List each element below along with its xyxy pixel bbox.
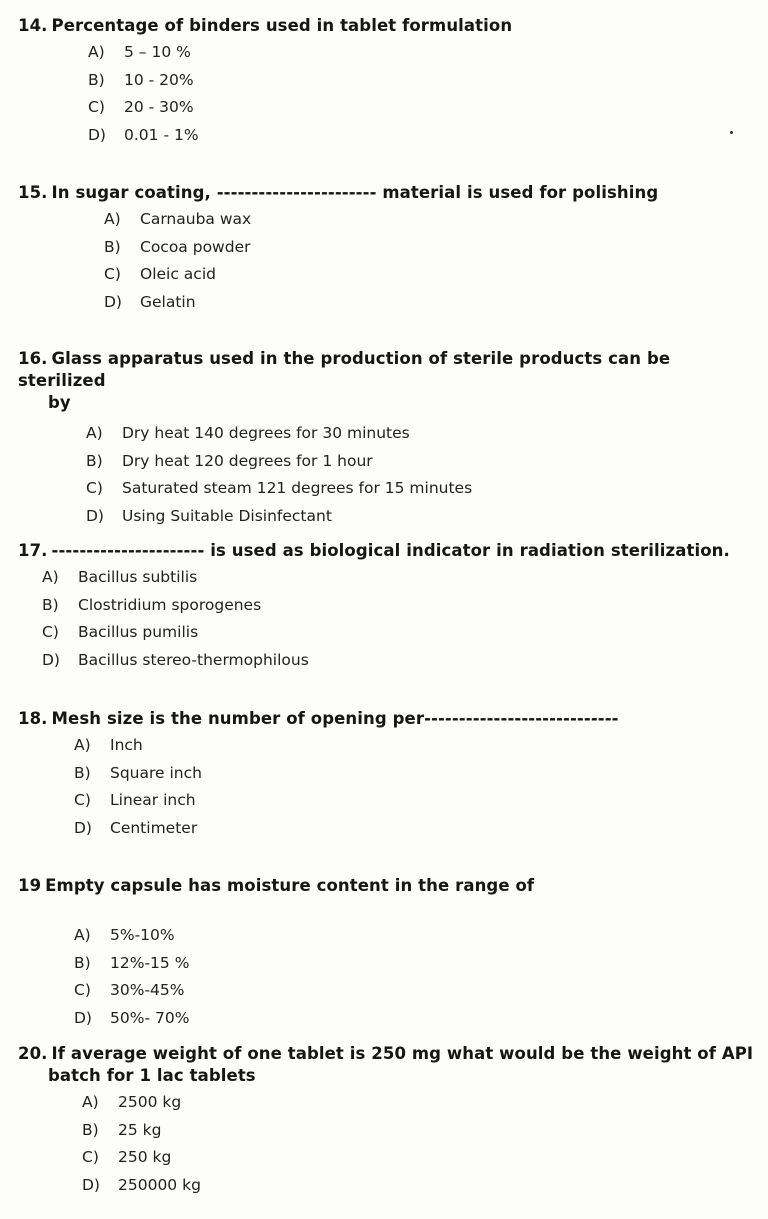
question-18 bbox=[18, 708, 754, 842]
question-stem bbox=[18, 15, 754, 37]
option-text: 50%- 70% bbox=[110, 1008, 190, 1027]
option-letter: D) bbox=[42, 650, 60, 669]
option-letter: C) bbox=[74, 981, 91, 999]
option-text: Saturated steam 121 degrees for 15 minutes bbox=[122, 479, 473, 497]
option-letter: C) bbox=[86, 479, 103, 497]
option-a[interactable] bbox=[88, 39, 754, 67]
option-text: 250 kg bbox=[118, 1148, 172, 1166]
question-number: 17. bbox=[18, 541, 48, 560]
option-letter: D) bbox=[74, 818, 92, 837]
option-text: Bacillus subtilis bbox=[78, 568, 198, 586]
option-a[interactable] bbox=[42, 564, 754, 592]
option-d[interactable] bbox=[82, 1172, 754, 1200]
question-text: Percentage of binders used in tablet formulation bbox=[51, 16, 513, 35]
option-text: 20 - 30% bbox=[124, 98, 194, 116]
option-text: Cocoa powder bbox=[140, 237, 251, 256]
option-list bbox=[86, 420, 754, 530]
question-19 bbox=[18, 875, 754, 1032]
option-letter: B) bbox=[104, 237, 121, 256]
option-list bbox=[42, 564, 754, 674]
option-text: Linear inch bbox=[110, 791, 196, 809]
option-letter: A) bbox=[104, 210, 121, 228]
option-list bbox=[88, 39, 754, 149]
question-stem bbox=[18, 708, 754, 730]
question-text: If average weight of one tablet is 250 mg what would be the weight of API bbox=[51, 1044, 754, 1063]
option-letter: B) bbox=[74, 953, 91, 972]
option-text: Gelatin bbox=[140, 292, 196, 311]
question-number: 19 bbox=[18, 876, 42, 895]
option-d[interactable] bbox=[74, 1005, 754, 1033]
option-letter: A) bbox=[82, 1093, 99, 1111]
question-text: ---------------------- is used as biological indicator in radiation sterilization. bbox=[51, 541, 730, 560]
option-text: Oleic acid bbox=[140, 265, 216, 283]
option-b[interactable] bbox=[86, 448, 754, 476]
question-17 bbox=[18, 540, 754, 674]
option-letter: A) bbox=[42, 568, 59, 586]
option-c[interactable] bbox=[86, 475, 754, 503]
option-b[interactable] bbox=[104, 234, 754, 262]
option-a[interactable] bbox=[74, 922, 754, 950]
option-c[interactable] bbox=[42, 619, 754, 647]
option-letter: A) bbox=[74, 736, 91, 754]
option-letter: C) bbox=[88, 98, 105, 116]
option-b[interactable] bbox=[74, 950, 754, 978]
option-text: Centimeter bbox=[110, 818, 198, 837]
option-d[interactable] bbox=[42, 647, 754, 675]
option-c[interactable] bbox=[104, 261, 754, 289]
question-stem bbox=[18, 875, 754, 897]
option-text: 10 - 20% bbox=[124, 70, 194, 89]
question-number: 18. bbox=[18, 709, 48, 728]
option-letter: C) bbox=[42, 623, 59, 641]
question-text: Mesh size is the number of opening per---------------------------- bbox=[51, 709, 619, 728]
option-text: 2500 kg bbox=[118, 1093, 182, 1111]
question-text-continued: by bbox=[48, 393, 71, 412]
question-stem bbox=[18, 540, 754, 562]
option-text: 0.01 - 1% bbox=[124, 125, 199, 144]
option-a[interactable] bbox=[104, 206, 754, 234]
option-text: Bacillus pumilis bbox=[78, 623, 199, 641]
question-15 bbox=[18, 182, 754, 316]
option-letter: D) bbox=[86, 506, 104, 525]
option-text: Dry heat 120 degrees for 1 hour bbox=[122, 451, 373, 470]
option-b[interactable] bbox=[42, 592, 754, 620]
question-text: Glass apparatus used in the production of sterile products can be sterilized bbox=[18, 349, 671, 390]
option-letter: A) bbox=[74, 926, 91, 944]
option-d[interactable] bbox=[74, 815, 754, 843]
option-c[interactable] bbox=[74, 977, 754, 1005]
option-c[interactable] bbox=[88, 94, 754, 122]
option-list bbox=[104, 206, 754, 316]
option-text: 12%-15 % bbox=[110, 953, 190, 972]
question-stem bbox=[18, 1043, 754, 1087]
option-letter: D) bbox=[104, 292, 122, 311]
option-a[interactable] bbox=[74, 732, 754, 760]
option-b[interactable] bbox=[82, 1117, 754, 1145]
option-letter: B) bbox=[42, 595, 59, 614]
option-letter: C) bbox=[104, 265, 121, 283]
option-text: 250000 kg bbox=[118, 1175, 201, 1194]
question-number: 20. bbox=[18, 1044, 48, 1063]
question-number: 16. bbox=[18, 349, 48, 368]
option-text: Bacillus stereo-thermophilous bbox=[78, 650, 309, 669]
option-text: Inch bbox=[110, 736, 143, 754]
option-list bbox=[74, 922, 754, 1032]
stray-mark bbox=[730, 131, 733, 134]
option-list bbox=[74, 732, 754, 842]
question-number: 14. bbox=[18, 16, 48, 35]
option-c[interactable] bbox=[82, 1144, 754, 1172]
option-b[interactable] bbox=[88, 67, 754, 95]
option-letter: B) bbox=[88, 70, 105, 89]
option-c[interactable] bbox=[74, 787, 754, 815]
option-d[interactable] bbox=[104, 289, 754, 317]
option-letter: C) bbox=[82, 1148, 99, 1166]
option-letter: A) bbox=[86, 424, 103, 442]
question-stem bbox=[18, 348, 754, 414]
question-text: In sugar coating, ----------------------- material is used for polishing bbox=[51, 183, 659, 202]
option-letter: B) bbox=[74, 763, 91, 782]
option-a[interactable] bbox=[86, 420, 754, 448]
option-text: 5%-10% bbox=[110, 926, 175, 944]
option-list bbox=[82, 1089, 754, 1199]
option-letter: D) bbox=[88, 125, 106, 144]
option-d[interactable] bbox=[86, 503, 754, 531]
option-letter: A) bbox=[88, 43, 105, 61]
option-a[interactable] bbox=[82, 1089, 754, 1117]
question-16 bbox=[18, 348, 754, 530]
option-b[interactable] bbox=[74, 760, 754, 788]
option-text: 30%-45% bbox=[110, 981, 185, 999]
option-d[interactable] bbox=[88, 122, 754, 150]
option-text: 25 kg bbox=[118, 1120, 162, 1139]
option-text: Square inch bbox=[110, 763, 202, 782]
question-number: 15. bbox=[18, 183, 48, 202]
option-letter: B) bbox=[82, 1120, 99, 1139]
option-text: Using Suitable Disinfectant bbox=[122, 506, 332, 525]
question-text-continued: batch for 1 lac tablets bbox=[48, 1066, 256, 1085]
option-text: Carnauba wax bbox=[140, 210, 252, 228]
option-letter: D) bbox=[82, 1175, 100, 1194]
option-text: Dry heat 140 degrees for 30 minutes bbox=[122, 424, 410, 442]
option-text: Clostridium sporogenes bbox=[78, 595, 262, 614]
option-letter: C) bbox=[74, 791, 91, 809]
question-20 bbox=[18, 1043, 754, 1199]
question-text: Empty capsule has moisture content in the range of bbox=[45, 876, 535, 895]
option-text: 5 – 10 % bbox=[124, 43, 191, 61]
question-stem bbox=[18, 182, 754, 204]
option-letter: B) bbox=[86, 451, 103, 470]
question-14 bbox=[18, 15, 754, 149]
option-letter: D) bbox=[74, 1008, 92, 1027]
